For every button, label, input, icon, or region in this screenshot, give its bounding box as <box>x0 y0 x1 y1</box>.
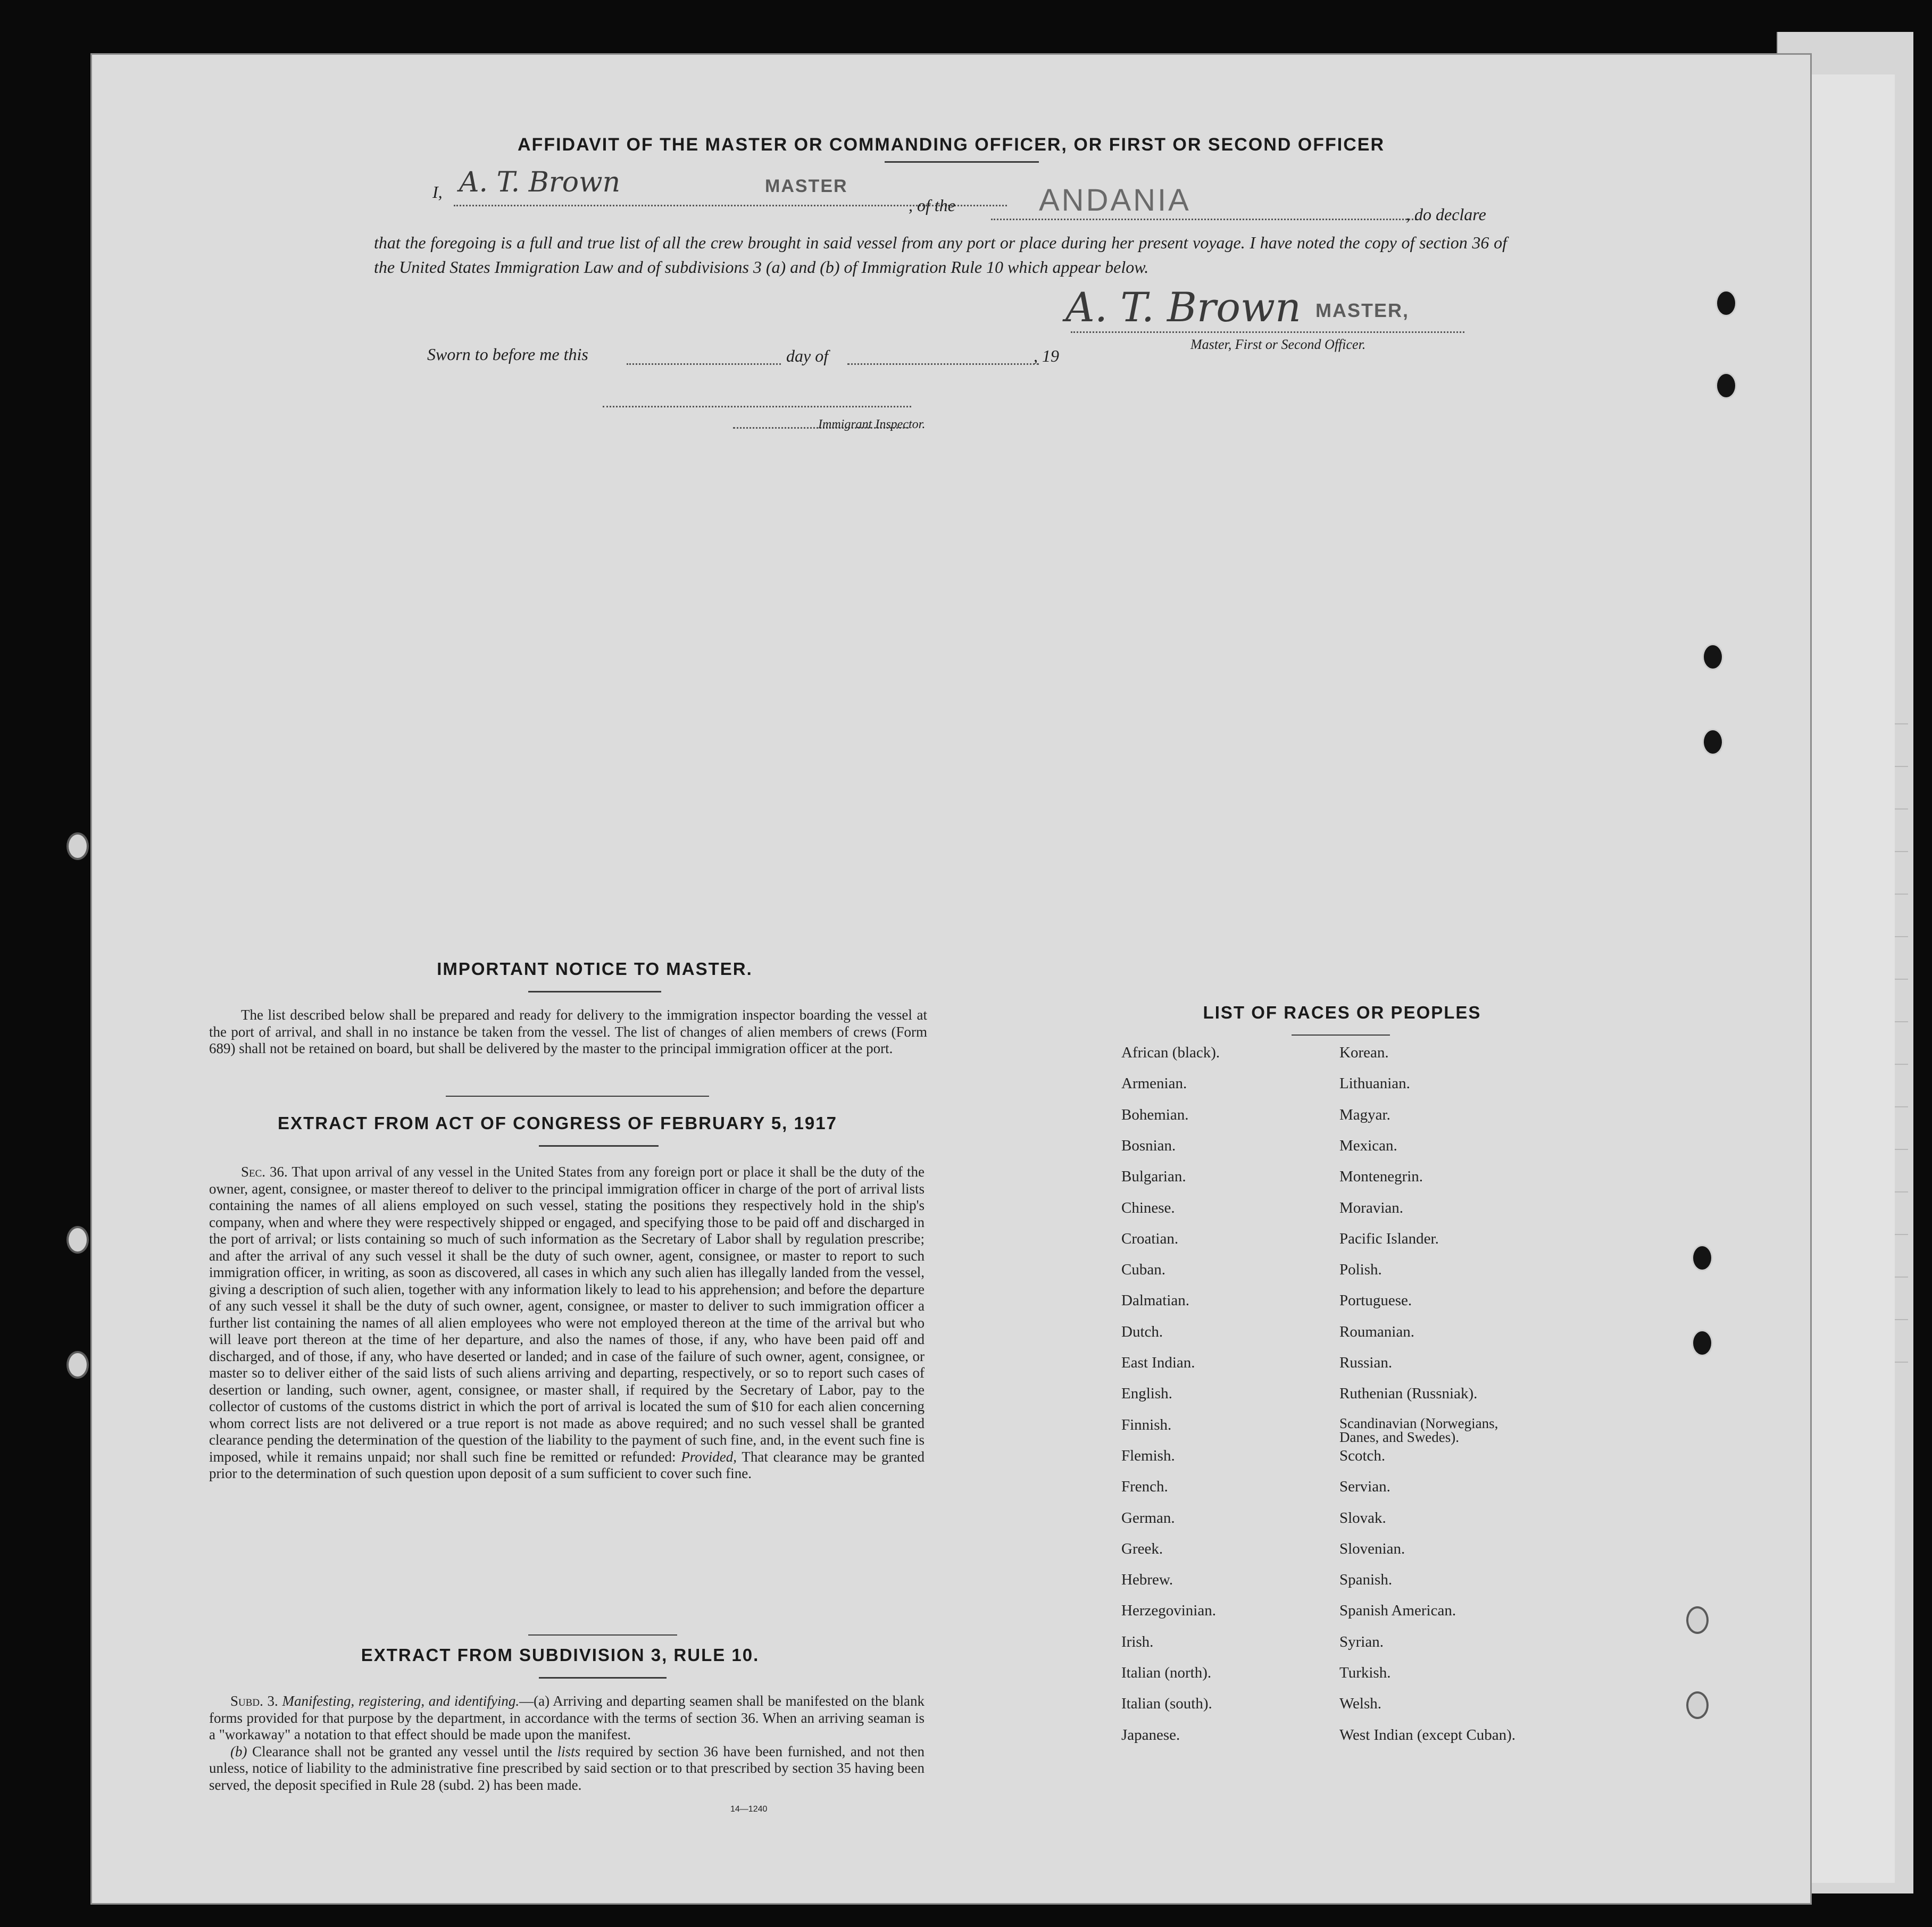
part-b-post: required by section 36 have been furnished, and not then unless, notice of liability to the administrative fine prescribed by said section or to that prescribed by section 35 having been served, the deposit specified in Rule 28 (subd. 2) has been made. <box>209 1743 925 1793</box>
race-item: Spanish American. <box>1339 1602 1456 1620</box>
race-item: German. <box>1121 1509 1175 1526</box>
race-item: Ruthenian (Russniak). <box>1339 1385 1478 1403</box>
master-stamp: MASTER <box>765 176 848 196</box>
race-item: Roumanian. <box>1339 1323 1414 1340</box>
race-item: Welsh. <box>1339 1695 1382 1713</box>
race-item: African (black). <box>1121 1044 1220 1061</box>
race-item: English. <box>1121 1385 1172 1403</box>
race-item: Croatian. <box>1121 1230 1179 1247</box>
binder-hole <box>1716 372 1737 399</box>
notice-rule <box>528 991 661 992</box>
back-sheet-edge <box>1809 74 1895 1883</box>
title-rule <box>885 161 1039 163</box>
sworn-label: Sworn to before me this <box>427 345 588 364</box>
race-item: Scandinavian (Norwegians, Danes, and Swedes). <box>1339 1415 1498 1445</box>
of-the-label: , of the <box>909 196 955 215</box>
race-item: Moravian. <box>1339 1199 1403 1216</box>
handwritten-signature-name: A. T. Brown <box>459 166 621 198</box>
race-item: Hebrew. <box>1121 1571 1173 1589</box>
race-item: East Indian. <box>1121 1354 1195 1371</box>
race-item: Slovenian. <box>1339 1540 1405 1557</box>
bleed-through-marks <box>315 459 1645 991</box>
race-item: Slovak. <box>1339 1509 1386 1526</box>
race-item: Flemish. <box>1121 1447 1175 1464</box>
binder-hole <box>1702 644 1723 670</box>
act-text <box>209 1164 925 1482</box>
rule-title: EXTRACT FROM SUBDIVISION 3, RULE 10. <box>361 1645 760 1665</box>
race-item: Russian. <box>1339 1354 1393 1371</box>
race-item: Dalmatian. <box>1121 1292 1190 1309</box>
binder-hole <box>1686 1606 1709 1634</box>
part-b-pre: Clearance shall not be granted any vessel until the <box>252 1743 553 1759</box>
part-b-label: (b) <box>230 1743 247 1759</box>
inspector-caption: Immigrant Inspector. <box>818 418 926 431</box>
race-item: Dutch. <box>1121 1323 1163 1340</box>
race-item: Herzegovinian. <box>1121 1602 1216 1620</box>
handwritten-notes <box>1182 1773 1661 1868</box>
race-item: French. <box>1121 1478 1168 1496</box>
do-declare-label: , do declare <box>1406 205 1486 224</box>
vessel-name: ANDANIA <box>1039 183 1191 218</box>
race-item: Polish. <box>1339 1261 1382 1279</box>
race-item: Armenian. <box>1121 1075 1187 1092</box>
signature-line <box>1071 331 1464 333</box>
race-item: Pacific Islander. <box>1339 1230 1439 1247</box>
race-item: West Indian (except Cuban). <box>1339 1726 1516 1744</box>
race-item: Bohemian. <box>1121 1106 1189 1123</box>
race-item: Finnish. <box>1121 1416 1172 1433</box>
affidavit-body: that the foregoing is a full and true list of all the crew brought in said vessel from any port or place during her present voyage. I have noted the copy of section 36 of the United States Immigration Law and of subdivisions 3 (a) and (b) of Immigration Rule 10 which appear below. <box>374 233 1507 277</box>
binder-hole <box>1702 729 1723 755</box>
binder-hole <box>66 1351 89 1379</box>
race-item: Mexican. <box>1339 1137 1397 1154</box>
race-item: Japanese. <box>1121 1726 1180 1744</box>
binder-hole <box>1692 1245 1713 1271</box>
race-item: Korean. <box>1339 1044 1389 1061</box>
binder-hole <box>1716 290 1737 316</box>
provided-label: Provided, <box>681 1448 737 1465</box>
rule-text <box>209 1693 925 1793</box>
binder-hole <box>66 832 89 860</box>
race-item: Spanish. <box>1339 1571 1393 1589</box>
notice-end-rule <box>446 1096 709 1097</box>
act-rule <box>539 1145 659 1147</box>
races-title: LIST OF RACES OR PEOPLES <box>1203 1003 1481 1022</box>
sworn-day-line <box>627 363 781 365</box>
form-number: 14—1240 <box>730 1805 768 1814</box>
signatory-caption: Master, First or Second Officer. <box>1190 337 1366 352</box>
affidavit-title: AFFIDAVIT OF THE MASTER OR COMMANDING OFFICER, OR FIRST OR SECOND OFFICER <box>518 135 1385 155</box>
binder-hole <box>66 1226 89 1254</box>
vessel-line <box>991 219 1417 220</box>
year-label: , 19 <box>1034 346 1059 365</box>
binder-hole <box>1686 1691 1709 1719</box>
race-item: Bulgarian. <box>1121 1168 1186 1186</box>
race-item: Lithuanian. <box>1339 1075 1410 1092</box>
part-b-lists: lists <box>557 1743 581 1759</box>
binder-hole <box>1692 1330 1713 1356</box>
race-item: Syrian. <box>1339 1633 1384 1650</box>
subd-heading: Manifesting, registering, and identifying. <box>282 1693 520 1709</box>
document-page <box>90 53 1812 1905</box>
race-item: Portuguese. <box>1339 1292 1412 1309</box>
master-signature-stamp: MASTER, <box>1315 299 1409 321</box>
race-item: Italian (north). <box>1121 1664 1212 1681</box>
master-signature: A. T. Brown <box>1065 283 1301 331</box>
race-item: Chinese. <box>1121 1199 1175 1216</box>
sec-label: Sec. 36. <box>241 1164 288 1180</box>
race-item: Scotch. <box>1339 1447 1386 1464</box>
sworn-month-line <box>847 363 1039 365</box>
day-of-label: day of <box>786 346 829 365</box>
provided-text: That clearance may be granted prior to the determination of such question upon deposit of a sum sufficient to cover such fine. <box>209 1448 925 1481</box>
race-item: Italian (south). <box>1121 1695 1212 1713</box>
races-rule <box>1292 1035 1390 1036</box>
notice-text: The list described below shall be prepared and ready for delivery to the immigration inspector boarding the vessel at the port of arrival, and shall in no instance be taken from the vessel. The list of changes of alien members of crews (Form 689) shall not be retained on board, but shall be delivered by the master to the principal immigration officer at the port. <box>209 1007 927 1056</box>
sec-36-text: That upon arrival of any vessel in the United States from any foreign port or place it shall be the duty of the owner, agent, consignee, or master thereof to deliver to the principal immigration officer in charge of the port of arrival lists containing the names of all aliens employed on such vessel, stating the positions they respectively hold in the ship's company, when and where they were respectively shipped or engaged, and specifying those to be paid off and discharged in the port of arrival; or lists containing so much of such information as the Secretary of Labor shall by regulation prescribe; and after the arrival of any such vessel it shall be the duty of such owner, agent, consignee, or master to report to such immigration officer, in writing, as soon as discovered, all cases in which any such alien has illegally landed from the vessel, giving a description of such alien, together with any information likely to lead to his apprehension; and before the departure of any such vessel it shall be the duty of such owner, agent, consignee, or master to deliver to such immigration officer a further list containing the names of all alien employees who were not employed thereon at the time of the arrival but who will leave port thereon at the time of her departure, and also the names of those, if any, who have been paid off and discharged, and of those, if any, who have deserted or landed; and in case of the failure of such owner, agent, consignee, or master so to deliver either of the said lists of such aliens arriving and departing, respectively, or so to report such cases of desertion or landing, such owner, agent, consignee, or master shall, if required by the Secretary of Labor, pay to the collector of customs of the customs district in which the port of arrival is located the sum of $10 for each alien concerning whom correct lists are not delivered or a true report is not made as above required; and no such vessel shall be granted clearance pending the determination of the question of the liability to the payment of such fine, and, in the event such fine is imposed, while it remains unpaid; nor shall such fine be remitted or refunded: <box>209 1164 925 1465</box>
act-end-rule <box>528 1634 677 1636</box>
race-item: Servian. <box>1339 1478 1390 1496</box>
subd-part-a: —(a) Arriving and departing seamen shall be manifested on the blank forms provided for that purpose by the department, in accordance with the terms of section 36. When an arriving seaman is a "workaway" a notation to that effect should be made upon the manifest. <box>209 1693 925 1742</box>
race-item: Irish. <box>1121 1633 1154 1650</box>
race-item: Greek. <box>1121 1540 1163 1557</box>
inspector-signature-line <box>603 406 911 407</box>
race-item: Montenegrin. <box>1339 1168 1423 1186</box>
notice-title: IMPORTANT NOTICE TO MASTER. <box>437 959 753 979</box>
race-item: Turkish. <box>1339 1664 1391 1681</box>
act-title: EXTRACT FROM ACT OF CONGRESS OF FEBRUARY 5, 1917 <box>278 1113 837 1133</box>
race-item: Magyar. <box>1339 1106 1390 1123</box>
rule-rule <box>539 1677 667 1679</box>
subd-label: Subd. 3. <box>230 1693 278 1709</box>
race-item: Bosnian. <box>1121 1137 1176 1154</box>
affidavit-prefix: I, <box>432 182 443 202</box>
race-item: Cuban. <box>1121 1261 1165 1279</box>
